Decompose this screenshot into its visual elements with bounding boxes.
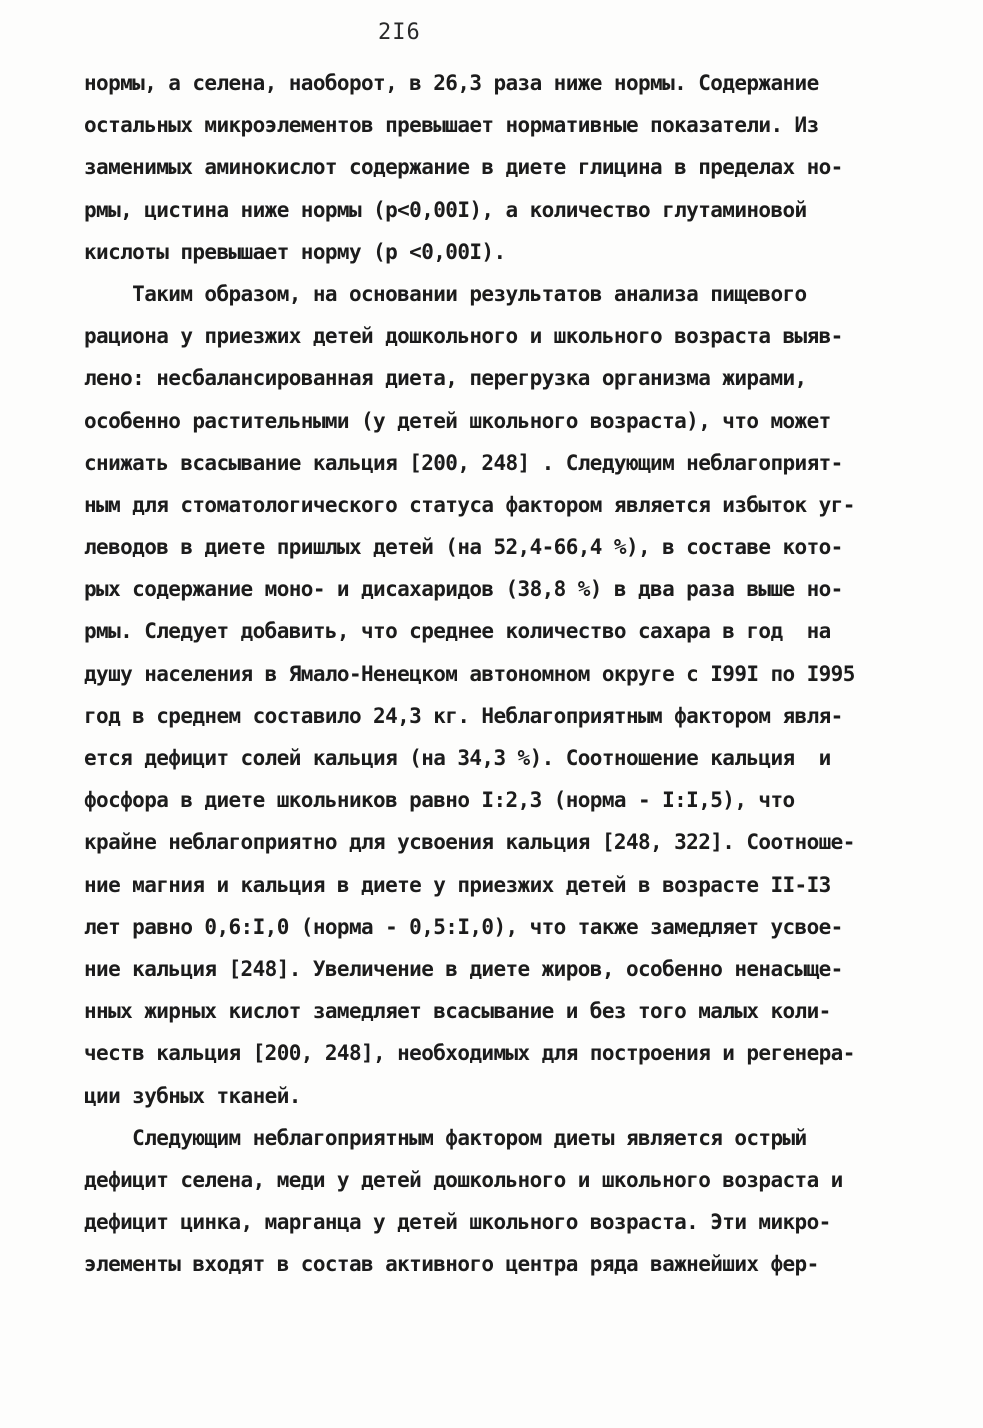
page-number: 2I6	[378, 20, 421, 45]
text-line: ние магния и кальция в диете у приезжих детей в возрасте II-I3	[84, 872, 831, 897]
text-line: год в среднем составило 24,3 кг. Неблагоприятным фактором явля-	[84, 703, 843, 728]
text-line: нормы, а селена, наоборот, в 26,3 раза ниже нормы. Содержание	[84, 71, 819, 95]
text-line: особенно растительными (у детей школьного возраста), что может	[84, 408, 831, 433]
text-line: крайне неблагоприятно для усвоения кальция [248, 322]. Соотноше-	[84, 830, 855, 855]
text-line: кислоты превышает норму (p <0,00I).	[84, 239, 506, 264]
text-line: снижать всасывание кальция [200, 248] . Следующим неблагоприят-	[84, 450, 843, 475]
text-line: Следующим неблагоприятным фактором диеты является острый	[84, 1125, 807, 1150]
paragraph-2	[84, 273, 904, 1117]
paragraph-3	[84, 1117, 904, 1286]
text-line: фосфора в диете школьников равно I:2,3 (норма - I:I,5), что	[84, 788, 795, 813]
text-line: лено: несбалансированная диета, перегрузка организма жирами,	[84, 366, 807, 391]
text-line: рмы. Следует добавить, что среднее количество сахара в год на	[84, 619, 831, 644]
body-text	[84, 62, 904, 1285]
text-line: рмы, цистина ниже нормы (p<0,00I), а количество глутаминовой	[84, 197, 807, 222]
text-line: ние кальция [248]. Увеличение в диете жиров, особенно ненасыще-	[84, 956, 843, 981]
text-line: нных жирных кислот замедляет всасывание и без того малых коли-	[84, 999, 831, 1024]
text-line: ется дефицит солей кальция (на 34,3 %). Соотношение кальция и	[84, 746, 831, 770]
text-line: заменимых аминокислот содержание в диете глицина в пределах но-	[84, 155, 843, 180]
text-line: остальных микроэлементов превышает нормативные показатели. Из	[84, 113, 819, 138]
text-line: лет равно 0,6:I,0 (норма - 0,5:I,0), что также замедляет усвое-	[84, 914, 843, 939]
text-line: душу населения в Ямало-Ненецком автономном округе с I99I по I995	[84, 661, 855, 686]
text-line: элементы входят в состав активного центра ряда важнейших фер-	[84, 1252, 819, 1277]
text-line: Таким образом, на основании результатов анализа пищевого	[84, 281, 807, 306]
text-line: дефицит селена, меди у детей дошкольного и школьного возраста и	[84, 1167, 843, 1192]
text-line: рациона у приезжих детей дошкольного и школьного возраста выяв-	[84, 324, 843, 349]
paragraph-1	[84, 62, 904, 273]
text-line: леводов в диете пришлых детей (на 52,4-66,4 %), в составе кото-	[84, 535, 843, 560]
text-line: честв кальция [200, 248], необходимых для построения и регенера-	[84, 1041, 855, 1066]
text-line: ции зубных тканей.	[84, 1083, 301, 1108]
text-line: рых содержание моно- и дисахаридов (38,8 %) в два раза выше но-	[84, 577, 843, 602]
text-line: дефицит цинка, марганца у детей школьного возраста. Эти микро-	[84, 1210, 831, 1235]
text-line: ным для стоматологического статуса фактором является избыток уг-	[84, 492, 855, 517]
